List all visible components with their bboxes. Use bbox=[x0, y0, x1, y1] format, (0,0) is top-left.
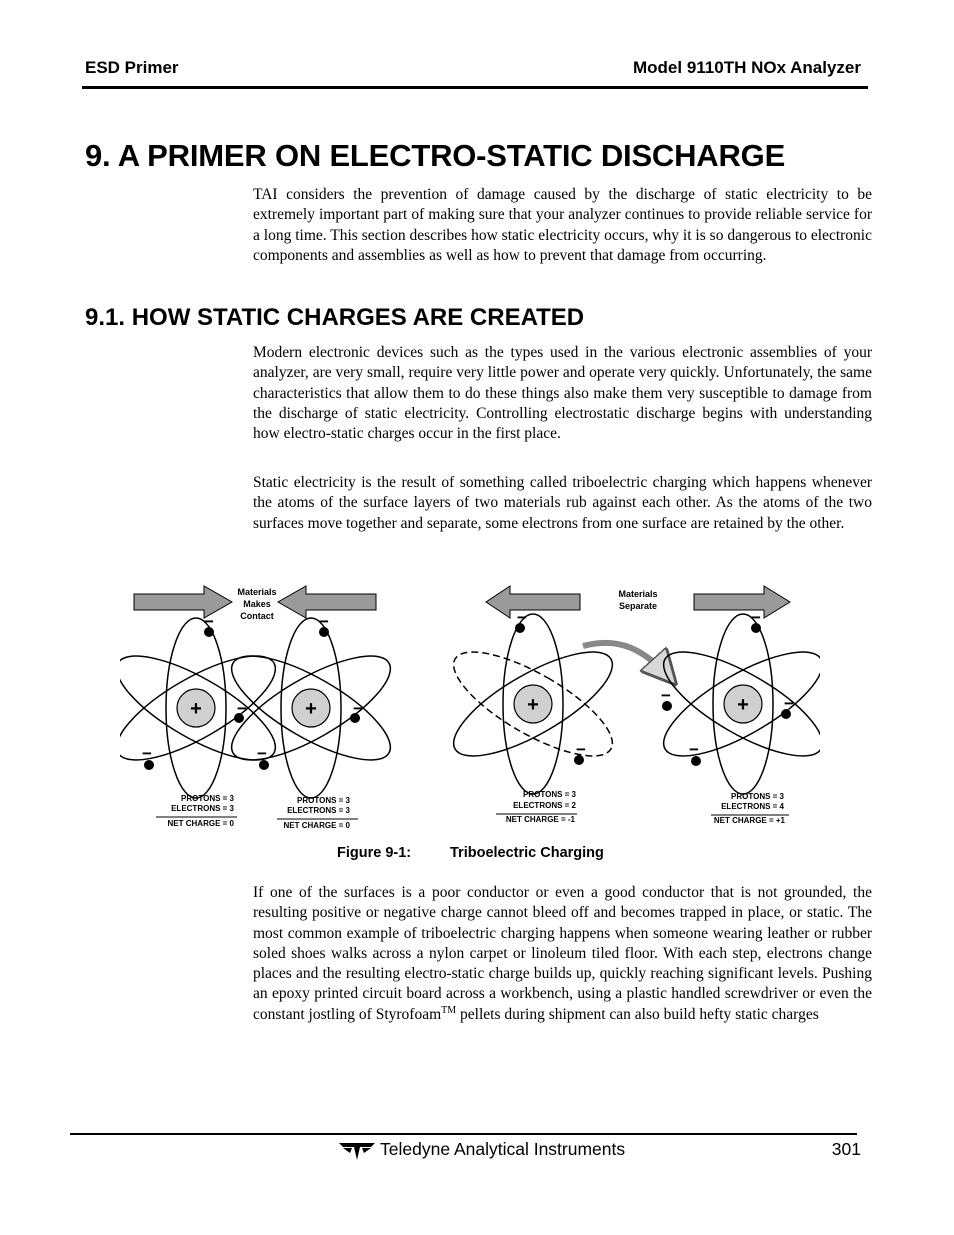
electrons-label: ELECTRONS = 2 bbox=[513, 801, 576, 810]
electrons-label: ELECTRONS = 3 bbox=[287, 806, 350, 815]
proton-symbol: + bbox=[527, 694, 539, 716]
protons-label: PROTONS = 3 bbox=[523, 790, 576, 799]
svg-text:−: − bbox=[661, 686, 671, 705]
page-number: 301 bbox=[831, 1139, 861, 1159]
protons-label: PROTONS = 3 bbox=[181, 794, 234, 803]
atom-4-labels bbox=[711, 792, 789, 825]
net-charge-label: NET CHARGE = 0 bbox=[167, 819, 234, 828]
atom-1-labels bbox=[156, 794, 237, 828]
proton-symbol: + bbox=[190, 698, 202, 720]
svg-text:−: − bbox=[204, 612, 214, 631]
net-charge-label: NET CHARGE = 0 bbox=[283, 821, 350, 830]
figure-caption: Triboelectric Charging bbox=[450, 845, 604, 861]
separate-label-1: Materials bbox=[618, 589, 658, 599]
atom-2-labels bbox=[277, 796, 358, 830]
contact-label-1: Materials bbox=[237, 587, 277, 597]
teledyne-logo-icon bbox=[338, 1139, 376, 1161]
left-arrow-separate bbox=[486, 586, 580, 618]
contact-label-3: Contact bbox=[240, 611, 274, 621]
intro-paragraph: TAI considers the prevention of damage caused by the discharge of static electricity to be extremely important part of making sure that your analyzer continues to provide reliable service for a long time. This section describes how static electricity occurs, why it is so dangerous to electronic components and assemblies as well as how to prevent that damage from occurring. bbox=[253, 186, 872, 264]
section-paragraph-1: Modern electronic devices such as the types used in the various electronic assemblies of your analyzer, are very small, require very little power and operate very quickly. Unfortunately, the same characteristics that allow them to do these things also make them very susceptible to damage from the discharge of static electricity. Controlling electrostatic discharge begins with understanding how electro-static charges occur in the first place. bbox=[253, 344, 872, 443]
svg-text:−: − bbox=[576, 740, 586, 759]
triboelectric-charging-figure bbox=[120, 580, 820, 835]
protons-label: PROTONS = 3 bbox=[297, 796, 350, 805]
svg-text:−: − bbox=[689, 740, 699, 759]
svg-text:−: − bbox=[517, 608, 527, 627]
net-charge-label: NET CHARGE = +1 bbox=[713, 816, 785, 825]
right-arrow-separate bbox=[694, 586, 790, 618]
footer-rule bbox=[70, 1133, 857, 1135]
paragraph-3-text-end: pellets during shipment can also build hefty static charges bbox=[456, 1005, 819, 1023]
svg-text:−: − bbox=[353, 699, 363, 718]
separate-label-2: Separate bbox=[618, 601, 658, 611]
right-arrow-contact bbox=[134, 586, 232, 618]
proton-symbol: + bbox=[737, 694, 749, 716]
running-header-right: Model 9110TH NOx Analyzer bbox=[632, 58, 861, 77]
section-paragraph-3 bbox=[253, 883, 872, 1025]
atom-3-labels bbox=[496, 790, 577, 824]
page-title: 9. A PRIMER ON ELECTRO-STATIC DISCHARGE bbox=[85, 138, 786, 173]
contact-label-2: Makes bbox=[243, 599, 271, 609]
svg-text:−: − bbox=[237, 699, 247, 718]
svg-text:−: − bbox=[751, 608, 761, 627]
running-header-left: ESD Primer bbox=[85, 58, 179, 77]
protons-label: PROTONS = 3 bbox=[731, 792, 784, 801]
footer-company: Teledyne Analytical Instruments bbox=[380, 1139, 626, 1159]
section-heading: 9.1. HOW STATIC CHARGES ARE CREATED bbox=[85, 304, 585, 331]
electron-transfer-arrow bbox=[583, 643, 672, 680]
svg-text:−: − bbox=[319, 612, 329, 631]
header-rule bbox=[82, 86, 868, 89]
figure-number: Figure 9-1: bbox=[337, 845, 412, 861]
svg-text:−: − bbox=[257, 744, 267, 763]
paragraph-3-text: If one of the surfaces is a poor conductor or even a good conductor that is not grounded, the resulting positive or negative charge cannot bleed off and becomes trapped in place, or static. The most common example of triboelectric charging happens when someone wearing leather or rubber soled shoes walks across a nylon carpet or linoleum tiled floor. With each step, electrons change places and the resulting electro-static charge builds up, quickly reaching significant levels. Pushing an epoxy printed circuit board across a workbench, using a plastic handled screwdriver or even the constant jostling of Styrofoam bbox=[253, 884, 872, 1023]
electrons-label: ELECTRONS = 4 bbox=[721, 802, 784, 811]
electrons-atom-4 bbox=[661, 608, 794, 766]
net-charge-label: NET CHARGE = -1 bbox=[505, 815, 575, 824]
svg-text:−: − bbox=[784, 694, 794, 713]
svg-text:−: − bbox=[142, 744, 152, 763]
trademark-superscript: TM bbox=[441, 1004, 457, 1016]
section-paragraph-2: Static electricity is the result of something called triboelectric charging which happens whenever the atoms of the surface layers of two materials rub against each other. As the atoms of the two surfaces move together and separate, some electrons from one surface are retained by the other. bbox=[253, 474, 872, 532]
proton-symbol: + bbox=[305, 698, 317, 720]
electrons-label: ELECTRONS = 3 bbox=[171, 804, 234, 813]
